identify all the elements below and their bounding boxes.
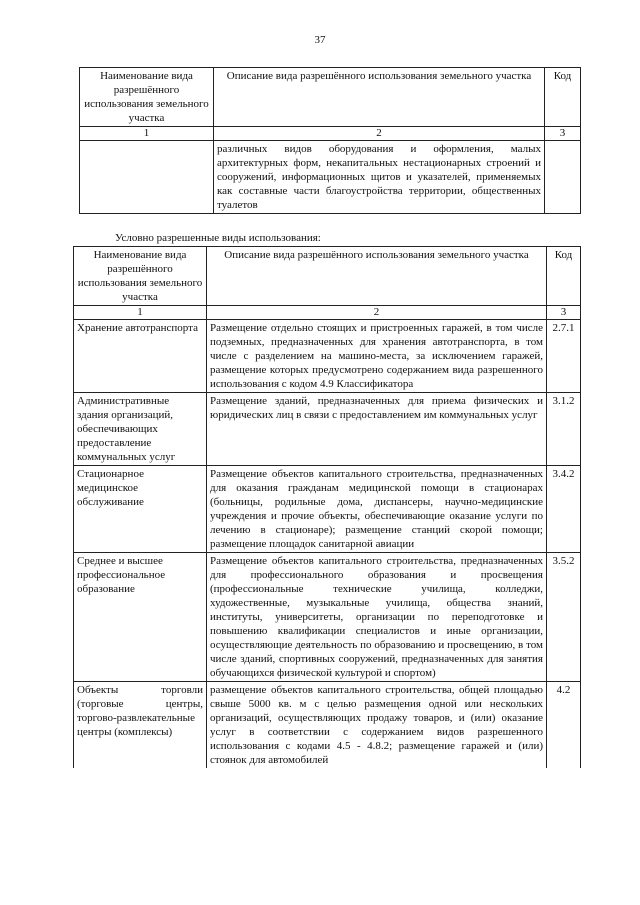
table-header — [80, 68, 581, 127]
row-code: 4.2 — [547, 682, 581, 769]
column-number: 1 — [80, 127, 214, 141]
row-code: 3.5.2 — [547, 553, 581, 682]
row-code: 2.7.1 — [547, 320, 581, 393]
row-description: различных видов оборудования и оформления, малых архитектурных форм, некапитальных нестационарных строений и сооружений, информационных щитов и указателей, применяемых как составные части благоустройства территории, общественных туалетов — [214, 141, 545, 214]
conditional-land-use-table — [73, 246, 581, 768]
table-row — [74, 320, 581, 393]
column-number: 3 — [545, 127, 581, 141]
row-name: Стационарное медицинское обслуживание — [74, 466, 207, 553]
table-row — [74, 393, 581, 466]
row-name: Хранение автотранспорта — [74, 320, 207, 393]
land-use-table-continued — [79, 67, 581, 214]
header-code: Код — [547, 247, 581, 306]
column-number-row — [80, 127, 581, 141]
header-name: Наименование вида разрешённого использования земельного участка — [80, 68, 214, 127]
table-row — [74, 682, 581, 769]
row-description: размещение объектов капитального строительства, общей площадью свыше 5000 кв. м с целью размещения одной или нескольких организаций, осуществляющих продажу товаров, и (или) оказание услуг в соответствии с содержанием видов разрешенного использования с кодами 4.5 - 4.8.2; размещение гаражей и (или) стоянок для автомобилей — [207, 682, 547, 769]
header-code: Код — [545, 68, 581, 127]
row-name: Объекты торговли (торговые центры, торгово-развлекательные центры (комплексы) — [74, 682, 207, 769]
row-code — [545, 141, 581, 214]
column-number: 3 — [547, 306, 581, 320]
column-number: 1 — [74, 306, 207, 320]
page-number: 37 — [314, 34, 326, 46]
header-name: Наименование вида разрешённого использования земельного участка — [74, 247, 207, 306]
table-row — [74, 553, 581, 682]
table-row — [80, 141, 581, 214]
row-code: 3.4.2 — [547, 466, 581, 553]
table-row — [74, 466, 581, 553]
header-description: Описание вида разрешённого использования земельного участка — [207, 247, 547, 306]
table-header — [74, 247, 581, 306]
row-description: Размещение объектов капитального строительства, предназначенных для оказания гражданам медицинской помощи в стационарах (больницы, родильные дома, диспансеры, научно-медицинские учреждения и прочие объекты, обеспечивающие оказание услуги по лечению в стационаре); размещение станций скорой помощи; размещение площадок санитарной авиации — [207, 466, 547, 553]
row-name: Административные здания организаций, обеспечивающих предоставление коммунальных услуг — [74, 393, 207, 466]
section-title: Условно разрешенные виды использования: — [115, 232, 321, 244]
row-name: Среднее и высшее профессиональное образование — [74, 553, 207, 682]
column-number-row — [74, 306, 581, 320]
row-name — [80, 141, 214, 214]
header-description: Описание вида разрешённого использования земельного участка — [214, 68, 545, 127]
row-code: 3.1.2 — [547, 393, 581, 466]
row-description: Размещение зданий, предназначенных для приема физических и юридических лиц в связи с предоставлением им коммунальных услуг — [207, 393, 547, 466]
column-number: 2 — [207, 306, 547, 320]
column-number: 2 — [214, 127, 545, 141]
row-description: Размещение отдельно стоящих и пристроенных гаражей, в том числе подземных, предназначенных для хранения автотранспорта, в том числе с разделением на машино-места, за исключением гаражей, размещение которых предусмотрено содержанием вида разрешенного использования с кодом 4.9 Классификатора — [207, 320, 547, 393]
row-description: Размещение объектов капитального строительства, предназначенных для профессионального образования и просвещения (профессиональные технические училища, колледжи, художественные, музыкальные училища, общества знаний, институты, университеты, организации по переподготовке и повышению квалификации специалистов и иные организации, осуществляющие деятельность по образованию и просвещению, в том числе зданий, спортивных сооружений, предназначенных для занятия обучающихся физической культурой и спортом) — [207, 553, 547, 682]
